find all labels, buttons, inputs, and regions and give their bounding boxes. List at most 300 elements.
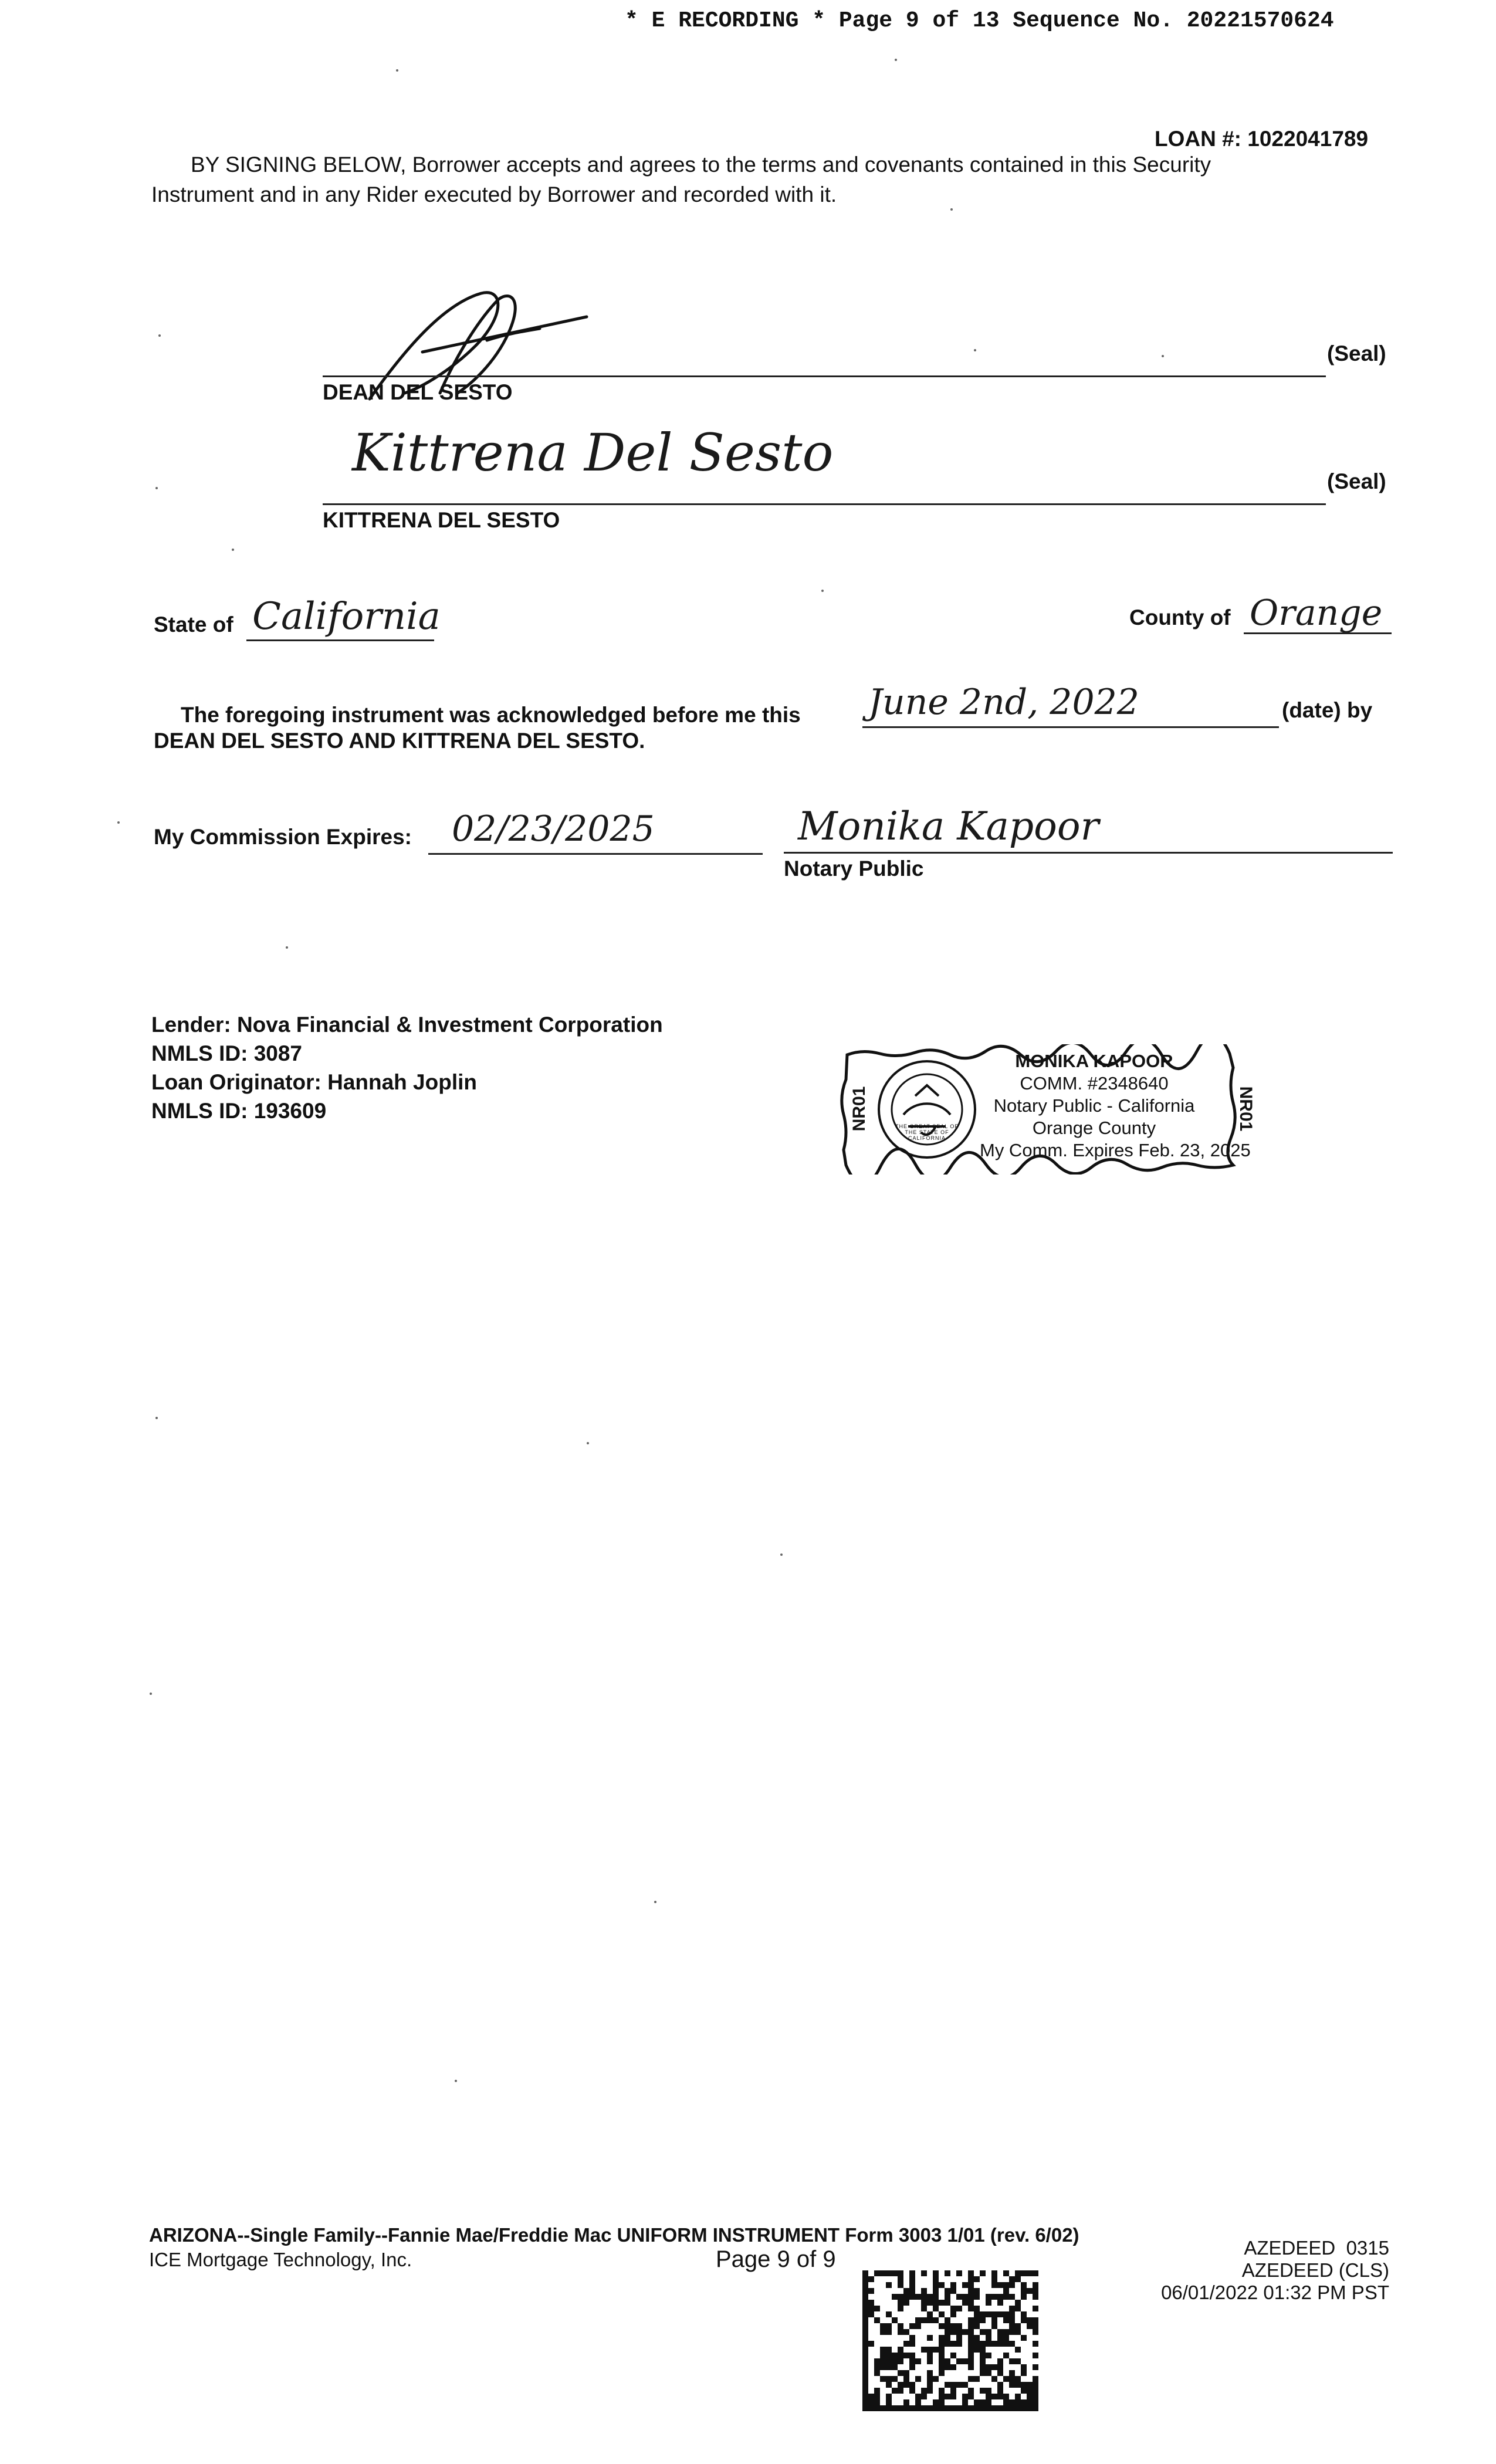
barcode-module	[1003, 2317, 1009, 2323]
barcode-module	[1015, 2376, 1021, 2382]
barcode-module	[886, 2353, 892, 2358]
barcode-module	[862, 2364, 868, 2370]
barcode-module	[921, 2288, 927, 2294]
barcode-module	[1021, 2335, 1027, 2341]
barcode-module	[945, 2288, 950, 2294]
barcode-module	[909, 2382, 915, 2388]
barcode-module	[974, 2294, 980, 2300]
barcode-module	[997, 2294, 1003, 2300]
barcode-module	[945, 2300, 950, 2306]
barcode-module	[1003, 2399, 1009, 2405]
seal-label-kittrena: (Seal)	[1327, 469, 1386, 493]
loan-originator: Loan Originator: Hannah Joplin	[151, 1070, 477, 1094]
barcode-module	[880, 2358, 886, 2364]
barcode-module	[939, 2335, 945, 2341]
barcode-module	[927, 2388, 933, 2394]
barcode-module	[909, 2335, 915, 2341]
notary-signature-line	[784, 852, 1393, 854]
barcode-module	[986, 2399, 991, 2405]
barcode-module	[862, 2347, 868, 2353]
barcode-module	[956, 2382, 962, 2388]
barcode-module	[880, 2376, 886, 2382]
barcode-module	[868, 2394, 874, 2399]
state-label: State of	[154, 612, 233, 637]
commission-expires-value: 02/23/2025	[452, 808, 655, 849]
scan-speck	[974, 349, 976, 351]
barcode-module	[939, 2388, 945, 2394]
barcode-module	[968, 2288, 974, 2294]
barcode-module	[1009, 2376, 1015, 2382]
barcode-module	[903, 2376, 909, 2382]
scan-speck	[396, 69, 398, 72]
barcode-module	[898, 2388, 903, 2394]
barcode-module	[945, 2270, 950, 2276]
barcode-module	[909, 2358, 915, 2364]
barcode-module	[886, 2394, 892, 2399]
barcode-module	[1033, 2388, 1038, 2394]
barcode-module	[956, 2270, 962, 2276]
barcode-module	[1015, 2382, 1021, 2388]
barcode-module	[945, 2364, 950, 2370]
barcode-module	[868, 2300, 874, 2306]
barcode-module	[921, 2394, 927, 2399]
barcode-module	[968, 2270, 974, 2276]
barcode-module	[868, 2276, 874, 2282]
barcode-module	[997, 2341, 1003, 2347]
barcode-module	[997, 2358, 1003, 2364]
barcode-module	[980, 2311, 986, 2317]
scan-speck	[895, 59, 897, 61]
barcode-module	[903, 2405, 909, 2411]
barcode-module	[903, 2288, 909, 2294]
barcode-module	[991, 2341, 997, 2347]
barcode-module	[1033, 2405, 1038, 2411]
stamp-side-code-left-wrap	[849, 1074, 873, 1144]
barcode-module	[939, 2341, 945, 2347]
barcode-module	[1021, 2317, 1027, 2323]
barcode-module	[933, 2282, 939, 2288]
barcode-module	[898, 2294, 903, 2300]
barcode-module	[1003, 2335, 1009, 2341]
notary-signature: Monika Kapoor	[798, 804, 1099, 849]
barcode-module	[1021, 2364, 1027, 2370]
barcode-module	[862, 2335, 868, 2341]
barcode-module	[956, 2323, 962, 2329]
barcode-module	[974, 2376, 980, 2382]
barcode-module	[898, 2282, 903, 2288]
barcode-module	[997, 2311, 1003, 2317]
barcode-module	[874, 2317, 880, 2323]
scan-speck	[780, 1553, 783, 1556]
barcode-module	[1021, 2311, 1027, 2317]
barcode-module	[1015, 2399, 1021, 2405]
barcode-module	[862, 2294, 868, 2300]
stamp-side-code-right: NR01	[1236, 1086, 1255, 1132]
barcode-module	[968, 2347, 974, 2353]
barcode-module	[1009, 2323, 1015, 2329]
barcode-module	[980, 2329, 986, 2335]
barcode-module	[886, 2329, 892, 2335]
barcode-module	[903, 2370, 909, 2376]
barcode-module	[1015, 2306, 1021, 2311]
barcode-module	[880, 2329, 886, 2335]
barcode-module	[898, 2347, 903, 2353]
barcode-module	[1009, 2382, 1015, 2388]
barcode-module	[862, 2300, 868, 2306]
barcode-module	[1003, 2311, 1009, 2317]
barcode-module	[1003, 2341, 1009, 2347]
barcode-module	[1027, 2405, 1033, 2411]
barcode-module	[874, 2399, 880, 2405]
footer-form-title: ARIZONA--Single Family--Fannie Mae/Freddie Mac UNIFORM INSTRUMENT Form 3003 1/01 (rev. 6/02)	[149, 2224, 1079, 2246]
barcode-module	[909, 2282, 915, 2288]
lender-nmls: NMLS ID: 3087	[151, 1041, 303, 1065]
acknowledged-names: DEAN DEL SESTO AND KITTRENA DEL SESTO.	[154, 729, 645, 753]
barcode-module	[1009, 2306, 1015, 2311]
barcode-module	[991, 2282, 997, 2288]
signature-line-dean	[323, 375, 1326, 377]
barcode-module	[1003, 2294, 1009, 2300]
barcode-module	[892, 2294, 898, 2300]
barcode-module	[1033, 2306, 1038, 2311]
barcode-module	[986, 2388, 991, 2394]
notary-stamp	[839, 1044, 1255, 1175]
barcode-module	[945, 2394, 950, 2399]
barcode-module	[921, 2317, 927, 2323]
footer-page-number: Page 9 of 9	[716, 2246, 836, 2272]
barcode-module	[915, 2294, 921, 2300]
kittrena-signature: Kittrena Del Sesto	[352, 422, 834, 483]
barcode-module	[909, 2294, 915, 2300]
barcode-module	[1033, 2323, 1038, 2329]
barcode-module	[862, 2288, 868, 2294]
barcode-module	[980, 2405, 986, 2411]
barcode-module	[880, 2405, 886, 2411]
barcode-module	[1033, 2394, 1038, 2399]
barcode-module	[868, 2341, 874, 2347]
barcode-module	[945, 2382, 950, 2388]
barcode-module	[939, 2311, 945, 2317]
footer-code-2: AZEDEED (CLS)	[1241, 2259, 1389, 2281]
barcode-module	[921, 2405, 927, 2411]
barcode-module	[1009, 2282, 1015, 2288]
barcode-module	[991, 2376, 997, 2382]
barcode-module	[974, 2399, 980, 2405]
barcode-module	[1009, 2399, 1015, 2405]
barcode-module	[945, 2323, 950, 2329]
scan-speck	[455, 2080, 457, 2082]
barcode-module	[945, 2341, 950, 2347]
barcode-module	[903, 2341, 909, 2347]
barcode-module	[974, 2317, 980, 2323]
barcode-module	[862, 2282, 868, 2288]
barcode-module	[1009, 2358, 1015, 2364]
barcode-module	[1027, 2388, 1033, 2394]
barcode-2d	[862, 2270, 1038, 2411]
barcode-module	[892, 2317, 898, 2323]
barcode-module	[1021, 2405, 1027, 2411]
barcode-module	[962, 2394, 968, 2399]
barcode-module	[903, 2353, 909, 2358]
barcode-module	[997, 2388, 1003, 2394]
acknowledgment-text: The foregoing instrument was acknowledged before me this	[181, 703, 801, 727]
county-label: County of	[1129, 605, 1231, 629]
barcode-module	[898, 2323, 903, 2329]
scan-speck	[155, 1417, 158, 1419]
barcode-module	[909, 2276, 915, 2282]
barcode-module	[950, 2329, 956, 2335]
barcode-module	[862, 2311, 868, 2317]
barcode-module	[915, 2394, 921, 2399]
barcode-module	[898, 2405, 903, 2411]
county-value: Orange	[1250, 593, 1383, 634]
barcode-module	[898, 2306, 903, 2311]
stamp-county: Orange County	[1032, 1118, 1156, 1138]
barcode-module	[909, 2270, 915, 2276]
scan-speck	[158, 334, 161, 337]
barcode-module	[980, 2317, 986, 2323]
barcode-module	[1009, 2341, 1015, 2347]
barcode-module	[933, 2399, 939, 2405]
barcode-module	[880, 2270, 886, 2276]
barcode-module	[892, 2358, 898, 2364]
barcode-module	[903, 2294, 909, 2300]
barcode-module	[892, 2353, 898, 2358]
barcode-module	[927, 2370, 933, 2376]
barcode-module	[939, 2370, 945, 2376]
stamp-seal-text: THE GREAT SEAL OF THE STATE OF CALIFORNIA	[895, 1123, 959, 1141]
barcode-module	[886, 2376, 892, 2382]
barcode-module	[874, 2364, 880, 2370]
barcode-module	[962, 2358, 968, 2364]
state-underline	[246, 639, 434, 641]
barcode-module	[886, 2382, 892, 2388]
barcode-module	[921, 2300, 927, 2306]
barcode-module	[1021, 2388, 1027, 2394]
barcode-module	[950, 2323, 956, 2329]
barcode-module	[886, 2282, 892, 2288]
barcode-module	[886, 2358, 892, 2364]
barcode-module	[980, 2270, 986, 2276]
barcode-module	[862, 2276, 868, 2282]
scan-speck	[950, 208, 953, 211]
barcode-module	[903, 2329, 909, 2335]
barcode-module	[892, 2270, 898, 2276]
barcode-module	[898, 2276, 903, 2282]
stamp-side-code-right-wrap	[1209, 1074, 1255, 1144]
barcode-module	[886, 2399, 892, 2405]
barcode-module	[962, 2294, 968, 2300]
barcode-module	[1033, 2399, 1038, 2405]
barcode-module	[933, 2300, 939, 2306]
commission-underline	[428, 853, 763, 855]
borrower-name-kittrena: KITTRENA DEL SESTO	[323, 508, 560, 532]
barcode-module	[939, 2358, 945, 2364]
barcode-module	[991, 2311, 997, 2317]
barcode-module	[862, 2341, 868, 2347]
barcode-module	[986, 2300, 991, 2306]
scan-speck	[587, 1442, 589, 1444]
barcode-module	[956, 2335, 962, 2341]
barcode-module	[933, 2376, 939, 2382]
barcode-module	[986, 2353, 991, 2358]
barcode-module	[862, 2388, 868, 2394]
barcode-module	[1033, 2376, 1038, 2382]
barcode-module	[1021, 2370, 1027, 2376]
barcode-module	[997, 2282, 1003, 2288]
barcode-module	[1015, 2358, 1021, 2364]
barcode-module	[962, 2399, 968, 2405]
barcode-module	[921, 2388, 927, 2394]
barcode-module	[950, 2306, 956, 2311]
barcode-module	[1009, 2370, 1015, 2376]
barcode-module	[980, 2364, 986, 2370]
barcode-module	[903, 2382, 909, 2388]
barcode-module	[956, 2341, 962, 2347]
barcode-module	[968, 2306, 974, 2311]
barcode-module	[1015, 2405, 1021, 2411]
barcode-module	[909, 2353, 915, 2358]
barcode-module	[991, 2323, 997, 2329]
barcode-module	[933, 2276, 939, 2282]
barcode-module	[968, 2388, 974, 2394]
commission-label: My Commission Expires:	[154, 825, 412, 849]
barcode-module	[1033, 2288, 1038, 2294]
barcode-module	[980, 2399, 986, 2405]
barcode-module	[1015, 2347, 1021, 2353]
barcode-module	[862, 2358, 868, 2364]
barcode-module	[939, 2282, 945, 2288]
stamp-expiration: My Comm. Expires Feb. 23, 2025	[980, 1140, 1251, 1160]
barcode-module	[974, 2335, 980, 2341]
barcode-module	[991, 2364, 997, 2370]
barcode-module	[1033, 2364, 1038, 2370]
barcode-module	[968, 2276, 974, 2282]
barcode-module	[886, 2364, 892, 2370]
barcode-module	[862, 2399, 868, 2405]
barcode-module	[974, 2347, 980, 2353]
barcode-module	[997, 2329, 1003, 2335]
barcode-module	[1027, 2270, 1033, 2276]
barcode-module	[950, 2288, 956, 2294]
barcode-module	[915, 2358, 921, 2364]
barcode-module	[1033, 2329, 1038, 2335]
signature-line-kittrena	[323, 503, 1326, 505]
barcode-module	[974, 2323, 980, 2329]
barcode-module	[909, 2364, 915, 2370]
barcode-module	[909, 2323, 915, 2329]
barcode-module	[1015, 2394, 1021, 2399]
barcode-module	[939, 2323, 945, 2329]
barcode-module	[927, 2294, 933, 2300]
barcode-module	[950, 2405, 956, 2411]
barcode-module	[962, 2282, 968, 2288]
barcode-module	[945, 2294, 950, 2300]
barcode-module	[915, 2399, 921, 2405]
barcode-module	[986, 2329, 991, 2335]
barcode-module	[974, 2341, 980, 2347]
barcode-module	[909, 2288, 915, 2294]
barcode-module	[874, 2388, 880, 2394]
barcode-module	[927, 2300, 933, 2306]
barcode-module	[974, 2288, 980, 2294]
barcode-module	[933, 2317, 939, 2323]
barcode-module	[909, 2341, 915, 2347]
barcode-module	[933, 2294, 939, 2300]
barcode-module	[927, 2358, 933, 2364]
barcode-module	[862, 2317, 868, 2323]
footer-timestamp: 06/01/2022 01:32 PM PST	[1161, 2282, 1389, 2303]
barcode-module	[862, 2376, 868, 2382]
seal-label-dean: (Seal)	[1327, 341, 1386, 365]
barcode-module	[950, 2341, 956, 2347]
barcode-module	[991, 2394, 997, 2399]
barcode-module	[950, 2382, 956, 2388]
barcode-module	[862, 2306, 868, 2311]
stamp-notary-name: MONIKA KAPOOR	[1015, 1051, 1173, 1071]
barcode-module	[997, 2300, 1003, 2306]
barcode-module	[956, 2358, 962, 2364]
barcode-module	[927, 2405, 933, 2411]
barcode-module	[968, 2376, 974, 2382]
barcode-module	[862, 2353, 868, 2358]
barcode-module	[1021, 2382, 1027, 2388]
barcode-module	[980, 2353, 986, 2358]
borrower-name-dean: DEAN DEL SESTO	[323, 380, 513, 404]
barcode-module	[997, 2364, 1003, 2370]
barcode-module	[1021, 2282, 1027, 2288]
barcode-module	[1003, 2270, 1009, 2276]
barcode-module	[921, 2347, 927, 2353]
barcode-module	[933, 2306, 939, 2311]
barcode-module	[997, 2335, 1003, 2341]
barcode-module	[868, 2399, 874, 2405]
barcode-module	[1033, 2282, 1038, 2288]
barcode-module	[1003, 2405, 1009, 2411]
barcode-module	[956, 2405, 962, 2411]
barcode-module	[956, 2294, 962, 2300]
barcode-module	[945, 2405, 950, 2411]
barcode-module	[980, 2341, 986, 2347]
barcode-module	[915, 2323, 921, 2329]
barcode-module	[868, 2405, 874, 2411]
barcode-module	[862, 2370, 868, 2376]
barcode-module	[927, 2382, 933, 2388]
barcode-module	[886, 2405, 892, 2411]
barcode-module	[874, 2394, 880, 2399]
acknowledgment-date-underline	[862, 726, 1279, 728]
barcode-module	[1027, 2394, 1033, 2399]
barcode-module	[950, 2388, 956, 2394]
barcode-module	[991, 2276, 997, 2282]
barcode-module	[862, 2382, 868, 2388]
barcode-module	[939, 2300, 945, 2306]
barcode-module	[868, 2288, 874, 2294]
barcode-module	[1009, 2294, 1015, 2300]
barcode-module	[939, 2364, 945, 2370]
intro-line-2: Instrument and in any Rider executed by Borrower and recorded with it.	[151, 182, 837, 207]
barcode-module	[868, 2306, 874, 2311]
barcode-module	[874, 2270, 880, 2276]
barcode-module	[968, 2317, 974, 2323]
barcode-module	[1003, 2376, 1009, 2382]
barcode-module	[892, 2388, 898, 2394]
barcode-module	[1003, 2329, 1009, 2335]
barcode-module	[1015, 2276, 1021, 2282]
barcode-module	[986, 2394, 991, 2399]
lender-name: Lender: Nova Financial & Investment Corporation	[151, 1013, 663, 1037]
barcode-module	[1027, 2288, 1033, 2294]
